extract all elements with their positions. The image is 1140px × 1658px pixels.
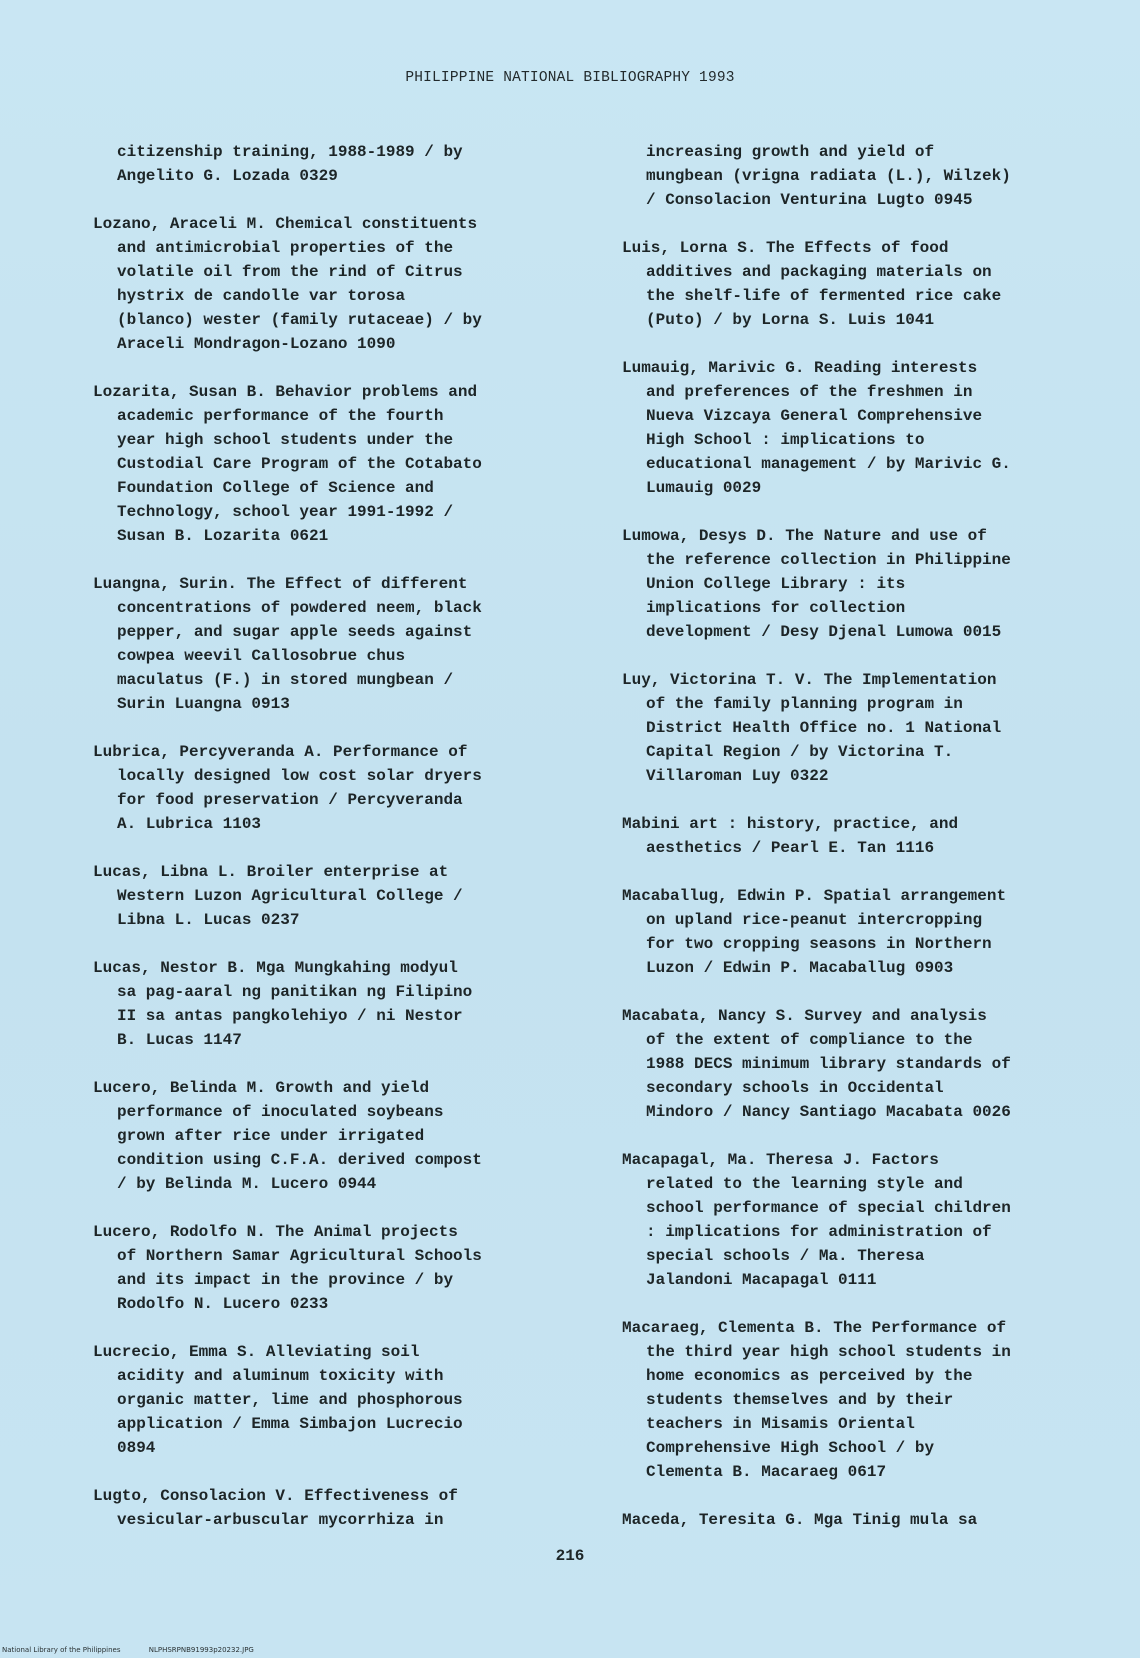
page-number: 216	[555, 1547, 585, 1565]
entry-macabata: Macabata, Nancy S. Survey and analysis of the extent of compliance to the 1988 DECS minimum library standards of secondary schools in Occidental Mindoro / Nancy Santiago Macabata 0026	[622, 1007, 1011, 1121]
left-column	[93, 140, 583, 1556]
entry-lucas-nestor: Lucas, Nestor B. Mga Mungkahing modyul sa pag-aaral ng panitikan ng Filipino II sa antas pangkolehiyo / ni Nestor B. Lucas 1147	[93, 959, 473, 1049]
entry-lucrecio: Lucrecio, Emma S. Alleviating soil acidity and aluminum toxicity with organic matter, lime and phosphorous application / Emma Simbajon Lucrecio 0894	[93, 1343, 463, 1457]
entry-lugto-continued: increasing growth and yield of mungbean (vrigna radiata (L.), Wilzek) / Consolacion Venturina Lugto 0945	[646, 143, 1011, 209]
footer-library-name: National Library of the Philippines	[2, 1646, 121, 1654]
entry-lozarita: Lozarita, Susan B. Behavior problems and academic performance of the fourth year high school students under the Custodial Care Program of the Cotabato Foundation College of Science and Technology, school year 1991-1992 / Susan B. Lozarita 0621	[93, 383, 482, 545]
entry-macapagal: Macapagal, Ma. Theresa J. Factors related to the learning style and school performance of special children : implications for administration of special schools / Ma. Theresa Jalandoni Macapagal 0111	[622, 1151, 1011, 1289]
scan-footer	[2, 1646, 280, 1654]
entry-luangna: Luangna, Surin. The Effect of different concentrations of powdered neem, black pepper, and sugar apple seeds against cowpea weevil Callosobrue chus maculatus (F.) in stored mungbean / Surin Luangna 0913	[93, 575, 482, 713]
entry-mabini-art: Mabini art : history, practice, and aesthetics / Pearl E. Tan 1116	[622, 815, 959, 857]
entry-macaraeg: Macaraeg, Clementa B. The Performance of the third year high school students in home economics as perceived by the students themselves and by their teachers in Misamis Oriental Comprehensive High School / by Clementa B. Macaraeg 0617	[622, 1319, 1011, 1481]
entry-luis: Luis, Lorna S. The Effects of food additives and packaging materials on the shelf-life of fermented rice cake (Puto) / by Lorna S. Luis 1041	[622, 239, 1002, 329]
footer-file-id: NLPHSRPNB91993p20232.JPG	[148, 1646, 254, 1654]
entry-maceda: Maceda, Teresita G. Mga Tinig mula sa	[622, 1511, 978, 1529]
right-column	[622, 140, 1112, 1556]
entry-lucero-rodolfo: Lucero, Rodolfo N. The Animal projects of Northern Samar Agricultural Schools and its impact in the province / by Rodolfo N. Lucero 0233	[93, 1223, 482, 1313]
entry-lozano: Lozano, Araceli M. Chemical constituents and antimicrobial properties of the volatile oil from the rind of Citrus hystrix de candolle var torosa (blanco) wester (family rutaceae) / by Araceli Mondragon-Lozano 1090	[93, 215, 482, 353]
entry-lozada-continued: citizenship training, 1988-1989 / by Angelito G. Lozada 0329	[117, 143, 463, 185]
entry-lugto: Lugto, Consolacion V. Effectiveness of vesicular-arbuscular mycorrhiza in	[93, 1487, 458, 1529]
entry-lumowa: Lumowa, Desys D. The Nature and use of the reference collection in Philippine Union College Library : its implications for collection development / Desy Djenal Lumowa 0015	[622, 527, 1011, 641]
entry-lumauig: Lumauig, Marivic G. Reading interests and preferences of the freshmen in Nueva Vizcaya General Comprehensive High School : implications to educational management / by Marivic G. Lumauig 0029	[622, 359, 1011, 497]
running-head: PHILIPPINE NATIONAL BIBLIOGRAPHY 1993	[405, 70, 735, 86]
entry-luy: Luy, Victorina T. V. The Implementation of the family planning program in District Health Office no. 1 National Capital Region / by Victorina T. Villaroman Luy 0322	[622, 671, 1002, 785]
entry-lucero-belinda: Lucero, Belinda M. Growth and yield performance of inoculated soybeans grown after rice under irrigated condition using C.F.A. derived compost / by Belinda M. Lucero 0944	[93, 1079, 482, 1193]
entry-lucas-libna: Lucas, Libna L. Broiler enterprise at Western Luzon Agricultural College / Libna L. Lucas 0237	[93, 863, 463, 929]
entry-lubrica: Lubrica, Percyveranda A. Performance of locally designed low cost solar dryers for food preservation / Percyveranda A. Lubrica 1103	[93, 743, 482, 833]
entry-macaballug: Macaballug, Edwin P. Spatial arrangement on upland rice-peanut intercropping for two cropping seasons in Northern Luzon / Edwin P. Macaballug 0903	[622, 887, 1007, 977]
